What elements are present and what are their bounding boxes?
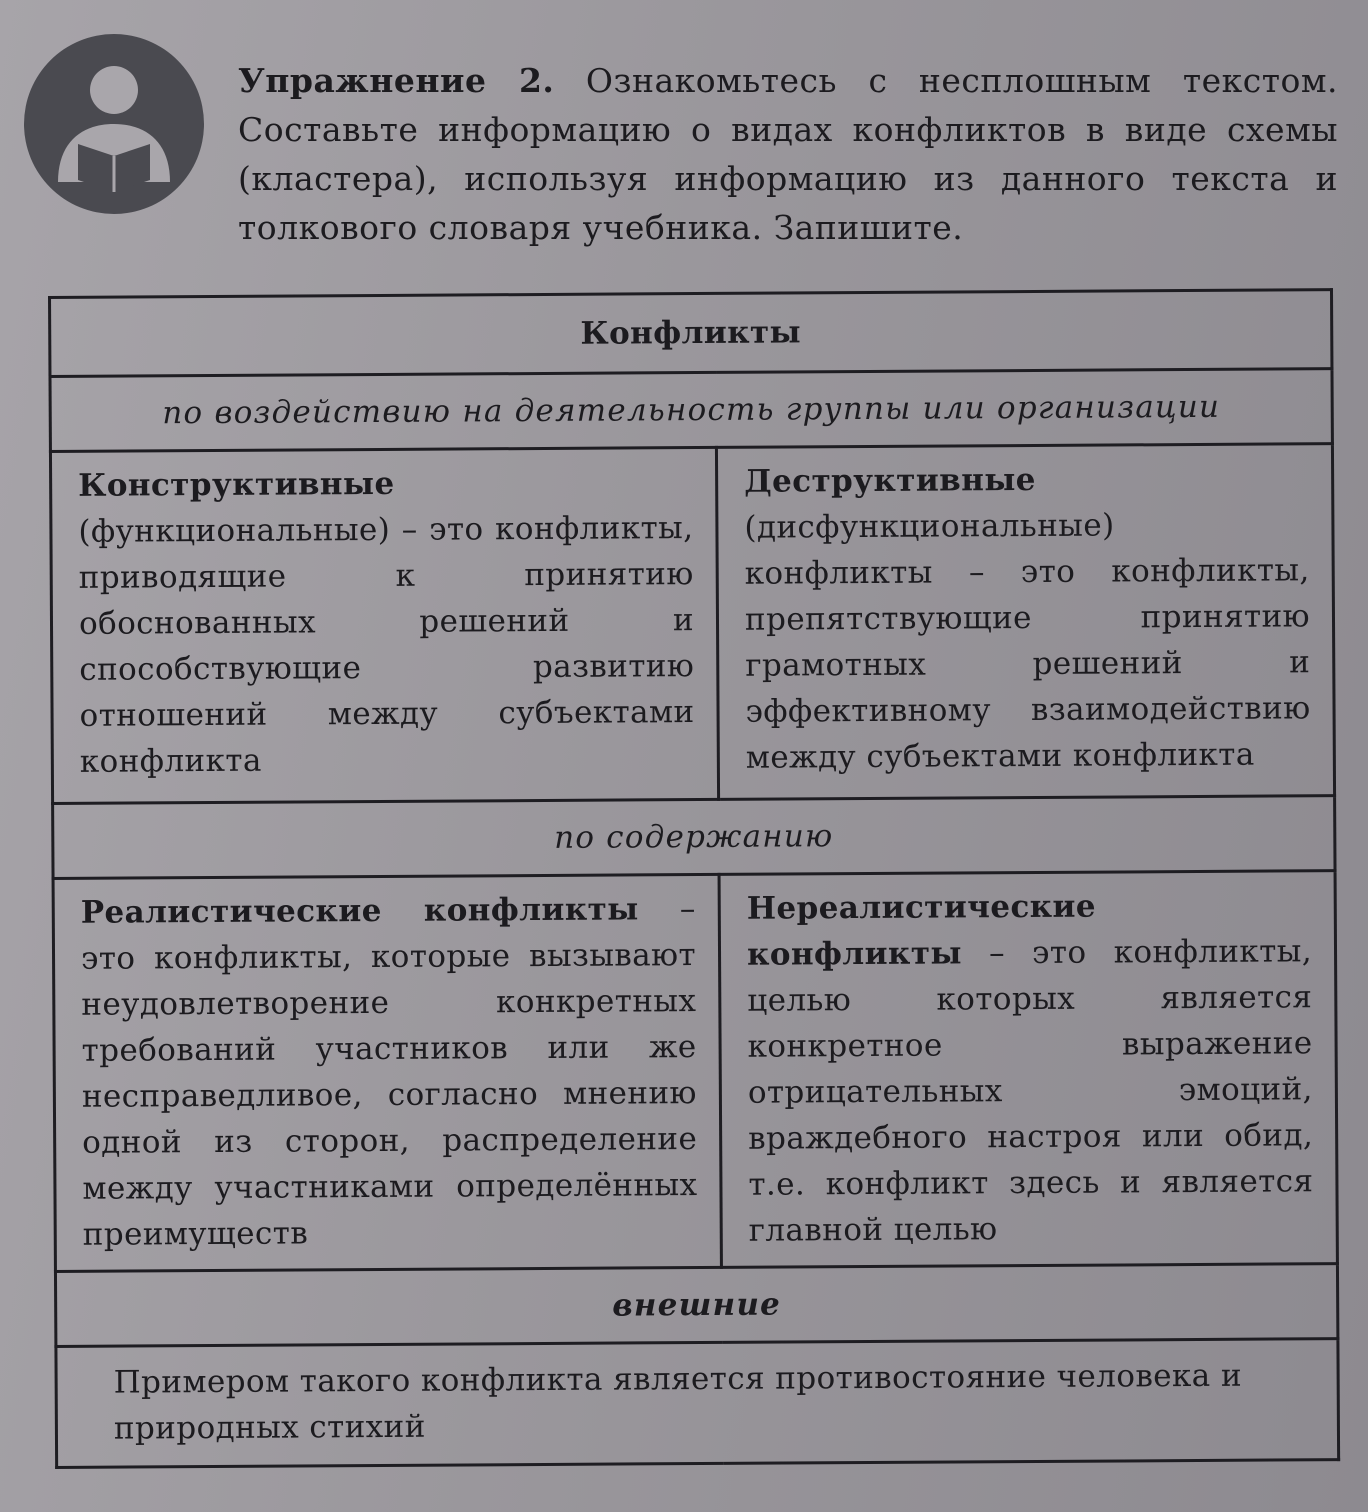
category-content: по содержанию	[53, 796, 1335, 879]
realistic-conflicts-cell	[53, 874, 721, 1271]
constructive-definition: (функциональные) – это конфликты, приводящие к принятию обоснованных решений и способствующие развитию отношений между субъектами конфликта	[78, 510, 695, 780]
destructive-term: Деструктивные	[744, 461, 1036, 500]
constructive-conflicts-cell	[50, 447, 718, 803]
reading-person-icon	[22, 32, 206, 216]
realistic-definition: – это конфликты, которые вызывают неудовлетворение конкретных требований участников или же несправедливое, согласно мнению одной из сторон, распределение между участниками определённых преимуществ	[80, 891, 698, 1253]
exercise-text	[238, 56, 1338, 252]
category-influence: по воздействию на деятельность группы или организации	[50, 369, 1332, 452]
destructive-conflicts-cell	[716, 444, 1334, 800]
unrealistic-conflicts-cell	[719, 871, 1337, 1268]
external-example: Примером такого конфликта является противостояние человека и природных стихий	[56, 1339, 1339, 1468]
conflicts-table	[48, 288, 1337, 1446]
destructive-definition: (дисфункциональные) конфликты – это конфликты, препятствующие принятию грамотных решений и эффективному взаимодействию между субъектами конфликта	[744, 507, 1311, 776]
exercise-label: Упражнение 2.	[238, 61, 555, 100]
unrealistic-definition: – это конфликты, целью которых является конкретное выражение отрицательных эмоций, враждебного настроя или обид, т.е. конфликт здесь и является главной целью	[747, 933, 1314, 1249]
realistic-term: Реалистические конфликты	[80, 891, 639, 931]
category-external: внешние	[55, 1264, 1337, 1347]
exercise-instruction: Ознакомьтесь с несплошным текстом. Составьте информацию о видах конфликтов в виде схемы (кластера), используя информацию из данного текста и толкового словаря учебника. Запишите.	[238, 61, 1338, 247]
unrealistic-term: Нереалистические конфликты	[746, 888, 1097, 973]
constructive-term: Конструктивные	[78, 465, 395, 504]
table-title: Конфликты	[50, 290, 1332, 377]
